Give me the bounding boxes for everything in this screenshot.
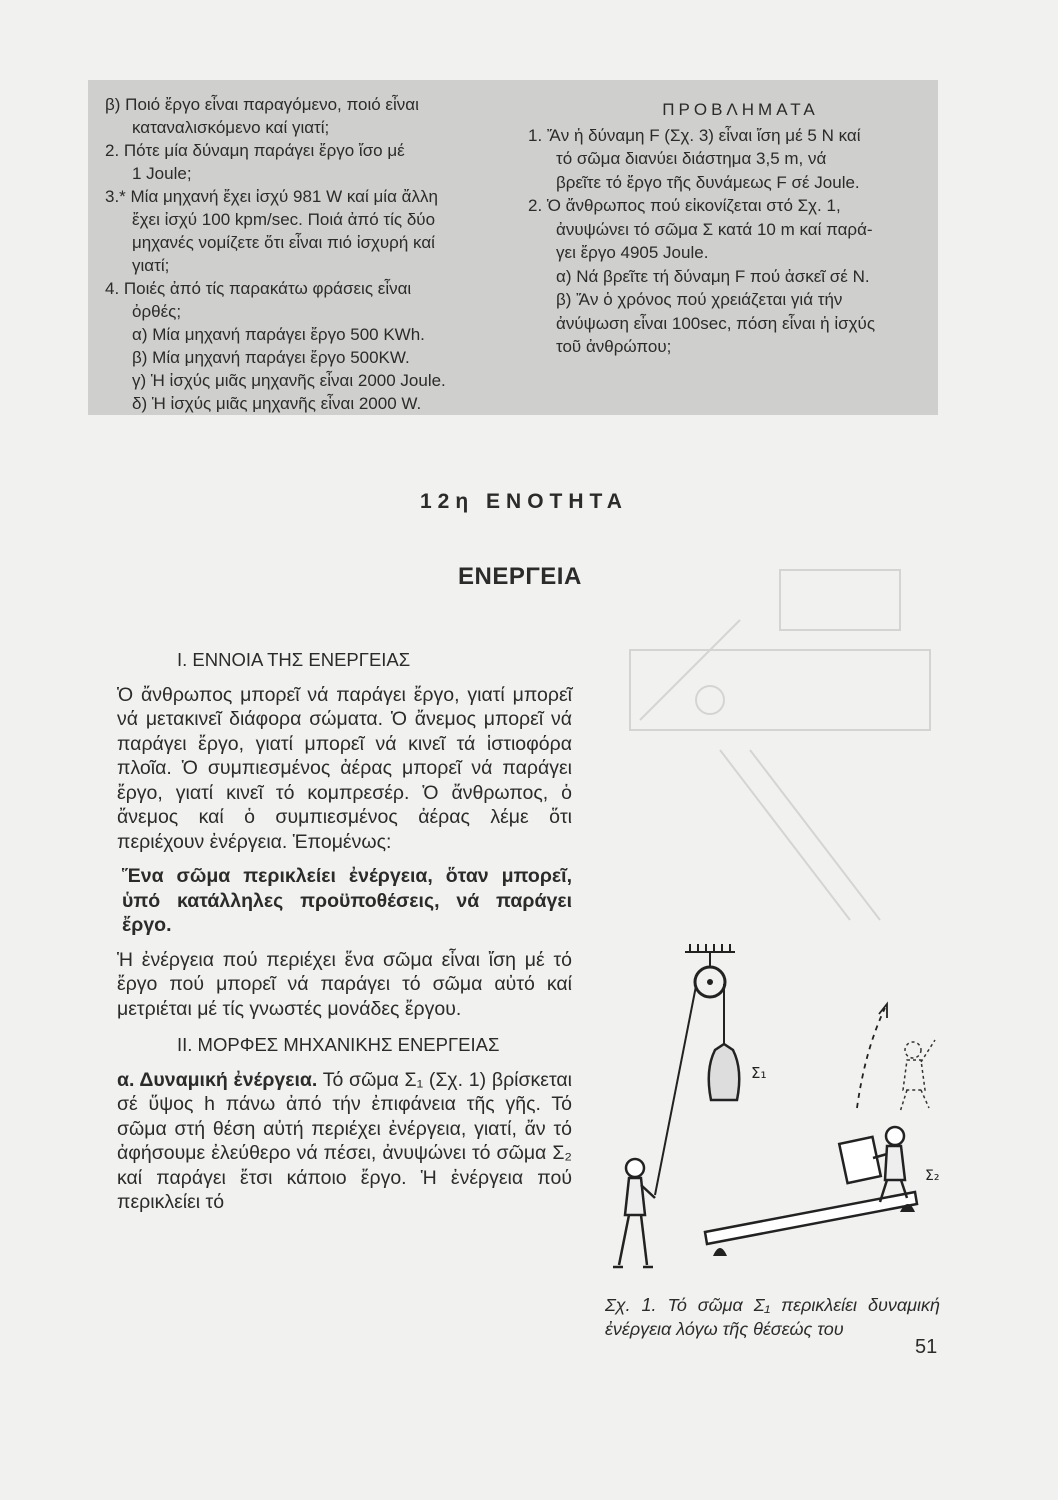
label-s2: Σ₂ bbox=[925, 1168, 940, 1184]
definition-box: Ἕνα σῶμα περικλείει ἐνέργεια, ὅταν μπορεῖ, ὑπό κατάλληλες προϋποθέσεις, νά παράγει ἔργο. bbox=[122, 865, 572, 936]
question-line: ὀρθές; bbox=[132, 302, 182, 321]
problem-line: 2. Ὁ ἄνθρωπος πού εἰκονίζεται στό Σχ. 1, bbox=[528, 196, 841, 215]
question-line: α) Μία μηχανή παράγει ἔργο 500 KWh. bbox=[132, 325, 425, 344]
problems-column bbox=[528, 98, 933, 359]
question-line: δ) Ἡ ἰσχύς μιᾶς μηχανῆς εἶναι 2000 W. bbox=[132, 394, 422, 413]
seesaw-pivot-left bbox=[713, 1248, 727, 1256]
problem-line: γει ἔργο 4905 Joule. bbox=[556, 243, 709, 262]
question-line: β) Μία μηχανή παράγει ἔργο 500KW. bbox=[132, 348, 410, 367]
question-line: μηχανές νομίζετε ὅτι εἶναι πιό ἰσχυρή καί bbox=[132, 233, 435, 252]
trajectory-dashed bbox=[857, 1008, 885, 1108]
sack-s1 bbox=[709, 1044, 740, 1100]
question-line: γιατί; bbox=[132, 256, 170, 275]
chapter-title: ΕΝΕΡΓΕΙΑ bbox=[458, 563, 582, 590]
question-line: γ) Ἡ ἰσχύς μιᾶς μηχανῆς εἶναι 2000 Joule. bbox=[132, 371, 446, 390]
question-line: 2. Πότε μία δύναμη παράγει ἔργο ἴσο μέ bbox=[105, 141, 405, 160]
problems-title: ΠΡΟΒΛΗΜΑΤΑ bbox=[662, 100, 819, 119]
paragraph-body: Τό σῶμα Σ₁ (Σχ. 1) βρίσκεται σέ ὕψος h πάνω ἀπό τήν ἐπιφάνεια τῆς γῆς. Τό σῶμα στή θέση αὐτή περιέχει ἐνέργεια, γιατί, ἄν τό ἀφήσουμε ἐλεύθερο νά πέσει, ἀνυψώνει τό σῶμα Σ₂ καί παράγει ἔτσι κάποιο ἔργο. Ἡ ἐνέργεια πού περικλείει τό bbox=[117, 1068, 573, 1213]
problem-line: 1. Ἄν ἡ δύναμη F (Σχ. 3) εἶναι ἴση μέ 5 N καί bbox=[528, 125, 861, 145]
paragraph-lead: α. Δυναμική ἐνέργεια. bbox=[117, 1068, 318, 1091]
question-line: ἔχει ἰσχύ 100 kpm/sec. Ποιά ἀπό τίς δύο bbox=[132, 210, 436, 229]
man-pulling bbox=[613, 1159, 655, 1267]
man-s2 bbox=[839, 1127, 907, 1202]
problem-line: ἀνυψώνει τό σῶμα Σ κατά 10 m καί παρά- bbox=[556, 219, 873, 239]
question-line: 1 Joule; bbox=[132, 164, 192, 183]
label-s1: Σ₁ bbox=[751, 1064, 767, 1082]
problem-line: τό σῶμα διανύει διάστημα 3,5 m, νά bbox=[556, 149, 827, 168]
seesaw-plank bbox=[705, 1192, 917, 1244]
problem-line: βρεῖτε τό ἔργο τῆς δυνάμεως F σέ Joule. bbox=[556, 172, 860, 192]
question-line: β) Ποιό ἔργο εἶναι παραγόμενο, ποιό εἶναι bbox=[105, 95, 419, 114]
question-line: καταναλισκόμενο καί γιατί; bbox=[132, 118, 330, 137]
problem-line: β) Ἄν ὁ χρόνος πού χρειάζεται γιά τήν bbox=[556, 290, 843, 309]
main-text-column bbox=[117, 648, 572, 1215]
paragraph: Ἡ ἐνέργεια πού περιέχει ἕνα σῶμα εἶναι ἴση μέ τό ἔργο πού μπορεῖ νά παράγει τό σῶμα αὐτό καί μετριέται μέ τίς γνωστές μονάδες ἔργου. bbox=[117, 948, 572, 1020]
pulley-figure bbox=[595, 940, 945, 1285]
page-number: 51 bbox=[915, 1336, 938, 1358]
section-heading: II. ΜΟΡΦΕΣ ΜΗΧΑΝΙΚΗΣ ΕΝΕΡΓΕΙΑΣ bbox=[177, 1034, 500, 1055]
question-line: 4. Ποιές ἀπό τίς παρακάτω φράσεις εἶναι bbox=[105, 279, 412, 298]
rope-to-man bbox=[655, 986, 696, 1195]
problem-line: α) Νά βρεῖτε τή δύναμη F πού ἀσκεῖ σέ N. bbox=[556, 266, 870, 286]
paragraph: Ὁ ἄνθρωπος μπορεῖ νά παράγει ἔργο, γιατί μπορεῖ νά μετακινεῖ διάφορα σώματα. Ὁ ἄνεμος μπορεῖ νά παράγει ἔργο, γιατί μπορεῖ νά κινεῖ τά ἱστιοφόρα πλοῖα. Ὁ συμπιεσμένος ἀέρας μπορεῖ νά παράγει ἔργο, γιατί κινεῖ τό κομπρεσέρ. Ὁ ἄνθρωπος, ὁ ἄνεμος καί ὁ συμπιεσμένος ἀέρας λέμε ὅτι περιέχουν ἐνέργεια. Ἑπομένως: bbox=[117, 683, 572, 853]
question-line: 3.* Μία μηχανή ἔχει ἰσχύ 981 W καί μία ἄλλη bbox=[105, 187, 438, 206]
paragraph bbox=[117, 1068, 572, 1215]
show-through-illustration bbox=[600, 420, 940, 930]
unit-title: 12η ΕΝΟΤΗΤΑ bbox=[420, 490, 628, 513]
figure-caption: Σχ. 1. Τό σῶμα Σ₁ περικλείει δυναμική ἐνέργεια λόγω τῆς θέσεώς του bbox=[605, 1295, 940, 1339]
problem-line: ἀνύψωση εἶναι 100sec, πόση εἶναι ἡ ἰσχύς bbox=[556, 313, 876, 333]
man-s2-ghost bbox=[900, 1040, 935, 1112]
questions-left-column bbox=[105, 93, 505, 415]
problem-line: τοῦ ἀνθρώπου; bbox=[556, 337, 672, 356]
section-heading: I. ΕΝΝΟΙΑ ΤΗΣ ΕΝΕΡΓΕΙΑΣ bbox=[177, 649, 411, 670]
